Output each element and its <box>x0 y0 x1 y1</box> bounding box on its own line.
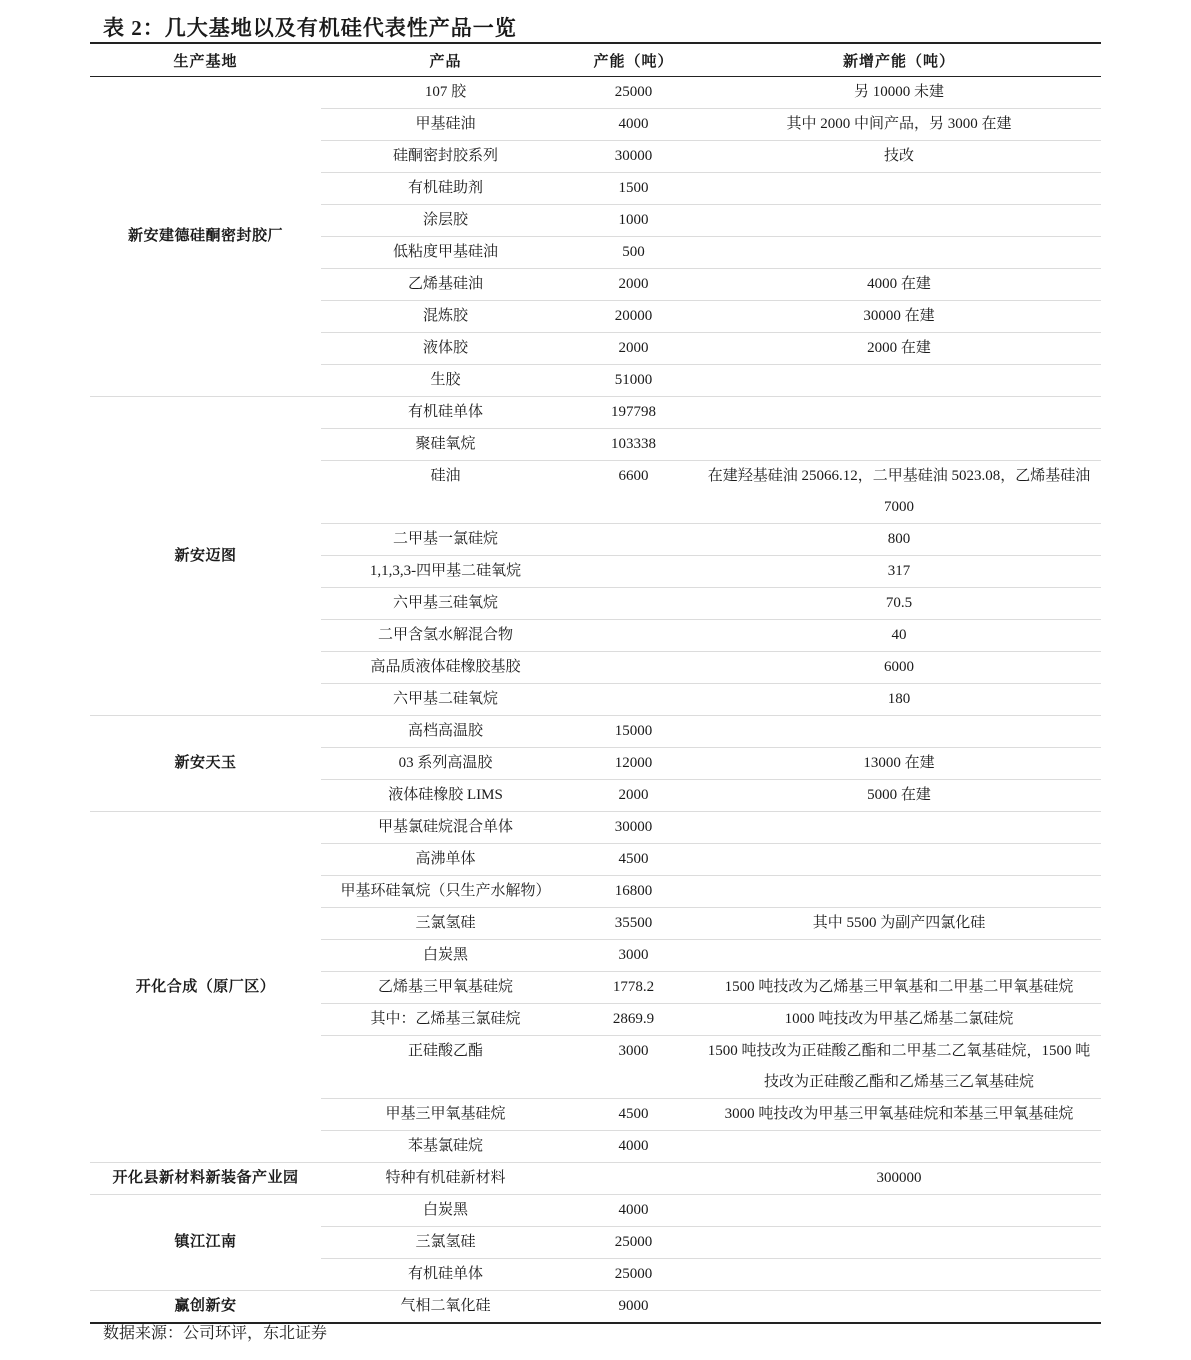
new-capacity-cell: 13000 在建 <box>697 748 1101 780</box>
capacity-cell: 2000 <box>570 333 697 365</box>
product-cell: 白炭黑 <box>321 940 570 972</box>
capacity-cell: 25000 <box>570 77 697 109</box>
capacity-cell: 20000 <box>570 301 697 333</box>
capacity-cell: 4000 <box>570 1131 697 1163</box>
capacity-cell: 25000 <box>570 1227 697 1259</box>
new-capacity-cell <box>697 205 1101 237</box>
product-cell: 硅酮密封胶系列 <box>321 141 570 173</box>
product-cell: 03 系列高温胶 <box>321 748 570 780</box>
new-capacity-cell <box>697 716 1101 748</box>
capacity-table <box>90 45 1101 1324</box>
capacity-cell: 12000 <box>570 748 697 780</box>
capacity-cell: 51000 <box>570 365 697 397</box>
capacity-cell: 500 <box>570 237 697 269</box>
new-capacity-cell: 70.5 <box>697 588 1101 620</box>
header-capacity: 产能（吨） <box>570 45 697 77</box>
capacity-cell: 1778.2 <box>570 972 697 1004</box>
new-capacity-cell <box>697 237 1101 269</box>
product-cell: 液体硅橡胶 LIMS <box>321 780 570 812</box>
table-title: 表 2：几大基地以及有机硅代表性产品一览 <box>103 16 517 40</box>
new-capacity-cell <box>697 1131 1101 1163</box>
new-capacity-cell: 1500 吨技改为正硅酸乙酯和二甲基二乙氧基硅烷，1500 吨技改为正硅酸乙酯和乙烯基三乙氧基硅烷 <box>697 1036 1101 1099</box>
top-rule <box>90 42 1101 44</box>
product-cell: 甲基三甲氧基硅烷 <box>321 1099 570 1131</box>
product-cell: 生胶 <box>321 365 570 397</box>
new-capacity-cell: 技改 <box>697 141 1101 173</box>
capacity-cell <box>570 524 697 556</box>
new-capacity-cell <box>697 876 1101 908</box>
capacity-cell: 4500 <box>570 844 697 876</box>
new-capacity-cell: 4000 在建 <box>697 269 1101 301</box>
capacity-cell: 30000 <box>570 141 697 173</box>
capacity-cell: 2000 <box>570 780 697 812</box>
product-cell: 苯基氯硅烷 <box>321 1131 570 1163</box>
product-cell: 高档高温胶 <box>321 716 570 748</box>
new-capacity-cell: 3000 吨技改为甲基三甲氧基硅烷和苯基三甲氧基硅烷 <box>697 1099 1101 1131</box>
table-row <box>90 397 1101 429</box>
capacity-cell: 4000 <box>570 1195 697 1227</box>
base-cell: 开化县新材料新装备产业园 <box>90 1163 321 1195</box>
capacity-cell <box>570 556 697 588</box>
capacity-cell <box>570 588 697 620</box>
product-cell: 六甲基二硅氧烷 <box>321 684 570 716</box>
product-cell: 有机硅单体 <box>321 1259 570 1291</box>
capacity-cell <box>570 652 697 684</box>
table-row <box>90 1291 1101 1324</box>
capacity-cell: 35500 <box>570 908 697 940</box>
new-capacity-cell: 其中 5500 为副产四氯化硅 <box>697 908 1101 940</box>
new-capacity-cell: 6000 <box>697 652 1101 684</box>
new-capacity-cell <box>697 1227 1101 1259</box>
capacity-cell: 1500 <box>570 173 697 205</box>
product-cell: 聚硅氧烷 <box>321 429 570 461</box>
capacity-cell: 2869.9 <box>570 1004 697 1036</box>
new-capacity-cell: 1000 吨技改为甲基乙烯基二氯硅烷 <box>697 1004 1101 1036</box>
table-body <box>90 77 1101 1324</box>
product-cell: 甲基环硅氧烷（只生产水解物） <box>321 876 570 908</box>
header-product: 产品 <box>321 45 570 77</box>
header-new-capacity: 新增产能（吨） <box>697 45 1101 77</box>
product-cell: 正硅酸乙酯 <box>321 1036 570 1099</box>
header-row <box>90 45 1101 77</box>
product-cell: 甲基氯硅烷混合单体 <box>321 812 570 844</box>
base-cell: 开化合成（原厂区） <box>90 812 321 1163</box>
header-base: 生产基地 <box>90 45 321 77</box>
capacity-cell: 25000 <box>570 1259 697 1291</box>
table-row <box>90 1163 1101 1195</box>
product-cell: 白炭黑 <box>321 1195 570 1227</box>
new-capacity-cell: 30000 在建 <box>697 301 1101 333</box>
new-capacity-cell: 317 <box>697 556 1101 588</box>
table-row <box>90 716 1101 748</box>
new-capacity-cell: 40 <box>697 620 1101 652</box>
product-cell: 甲基硅油 <box>321 109 570 141</box>
new-capacity-cell: 1500 吨技改为乙烯基三甲氧基和二甲基二甲氧基硅烷 <box>697 972 1101 1004</box>
capacity-cell: 9000 <box>570 1291 697 1324</box>
product-cell: 乙烯基三甲氧基硅烷 <box>321 972 570 1004</box>
new-capacity-cell: 800 <box>697 524 1101 556</box>
new-capacity-cell <box>697 1259 1101 1291</box>
product-cell: 二甲基一氯硅烷 <box>321 524 570 556</box>
base-cell: 新安天玉 <box>90 716 321 812</box>
table-row <box>90 1195 1101 1227</box>
capacity-cell: 197798 <box>570 397 697 429</box>
base-cell: 新安建德硅酮密封胶厂 <box>90 77 321 397</box>
new-capacity-cell: 2000 在建 <box>697 333 1101 365</box>
capacity-cell: 6600 <box>570 461 697 524</box>
product-cell: 107 胶 <box>321 77 570 109</box>
new-capacity-cell: 180 <box>697 684 1101 716</box>
product-cell: 高品质液体硅橡胶基胶 <box>321 652 570 684</box>
product-cell: 有机硅单体 <box>321 397 570 429</box>
new-capacity-cell <box>697 397 1101 429</box>
capacity-cell: 103338 <box>570 429 697 461</box>
product-cell: 气相二氧化硅 <box>321 1291 570 1324</box>
capacity-cell: 4500 <box>570 1099 697 1131</box>
new-capacity-cell <box>697 173 1101 205</box>
new-capacity-cell <box>697 940 1101 972</box>
product-cell: 六甲基三硅氧烷 <box>321 588 570 620</box>
capacity-cell: 30000 <box>570 812 697 844</box>
new-capacity-cell <box>697 365 1101 397</box>
product-cell: 特种有机硅新材料 <box>321 1163 570 1195</box>
capacity-cell: 3000 <box>570 940 697 972</box>
capacity-cell: 1000 <box>570 205 697 237</box>
new-capacity-cell <box>697 1195 1101 1227</box>
product-cell: 三氯氢硅 <box>321 908 570 940</box>
table-row <box>90 812 1101 844</box>
base-cell: 镇江江南 <box>90 1195 321 1291</box>
product-cell: 有机硅助剂 <box>321 173 570 205</box>
source-note: 数据来源：公司环评，东北证券 <box>103 1325 328 1342</box>
new-capacity-cell <box>697 844 1101 876</box>
product-cell: 二甲含氢水解混合物 <box>321 620 570 652</box>
capacity-cell: 2000 <box>570 269 697 301</box>
product-cell: 乙烯基硅油 <box>321 269 570 301</box>
capacity-cell <box>570 620 697 652</box>
new-capacity-cell <box>697 1291 1101 1324</box>
new-capacity-cell <box>697 812 1101 844</box>
new-capacity-cell <box>697 429 1101 461</box>
new-capacity-cell: 300000 <box>697 1163 1101 1195</box>
capacity-cell: 15000 <box>570 716 697 748</box>
base-cell: 新安迈图 <box>90 397 321 716</box>
capacity-cell <box>570 1163 697 1195</box>
product-cell: 1,1,3,3-四甲基二硅氧烷 <box>321 556 570 588</box>
capacity-cell <box>570 684 697 716</box>
capacity-cell: 16800 <box>570 876 697 908</box>
product-cell: 高沸单体 <box>321 844 570 876</box>
base-cell: 赢创新安 <box>90 1291 321 1324</box>
product-cell: 液体胶 <box>321 333 570 365</box>
new-capacity-cell: 其中 2000 中间产品，另 3000 在建 <box>697 109 1101 141</box>
product-cell: 涂层胶 <box>321 205 570 237</box>
capacity-cell: 4000 <box>570 109 697 141</box>
new-capacity-cell: 在建羟基硅油 25066.12，二甲基硅油 5023.08，乙烯基硅油 7000 <box>697 461 1101 524</box>
table-row <box>90 77 1101 109</box>
product-cell: 混炼胶 <box>321 301 570 333</box>
product-cell: 低粘度甲基硅油 <box>321 237 570 269</box>
new-capacity-cell: 另 10000 未建 <box>697 77 1101 109</box>
product-cell: 其中：乙烯基三氯硅烷 <box>321 1004 570 1036</box>
new-capacity-cell: 5000 在建 <box>697 780 1101 812</box>
product-cell: 三氯氢硅 <box>321 1227 570 1259</box>
product-cell: 硅油 <box>321 461 570 524</box>
capacity-cell: 3000 <box>570 1036 697 1099</box>
